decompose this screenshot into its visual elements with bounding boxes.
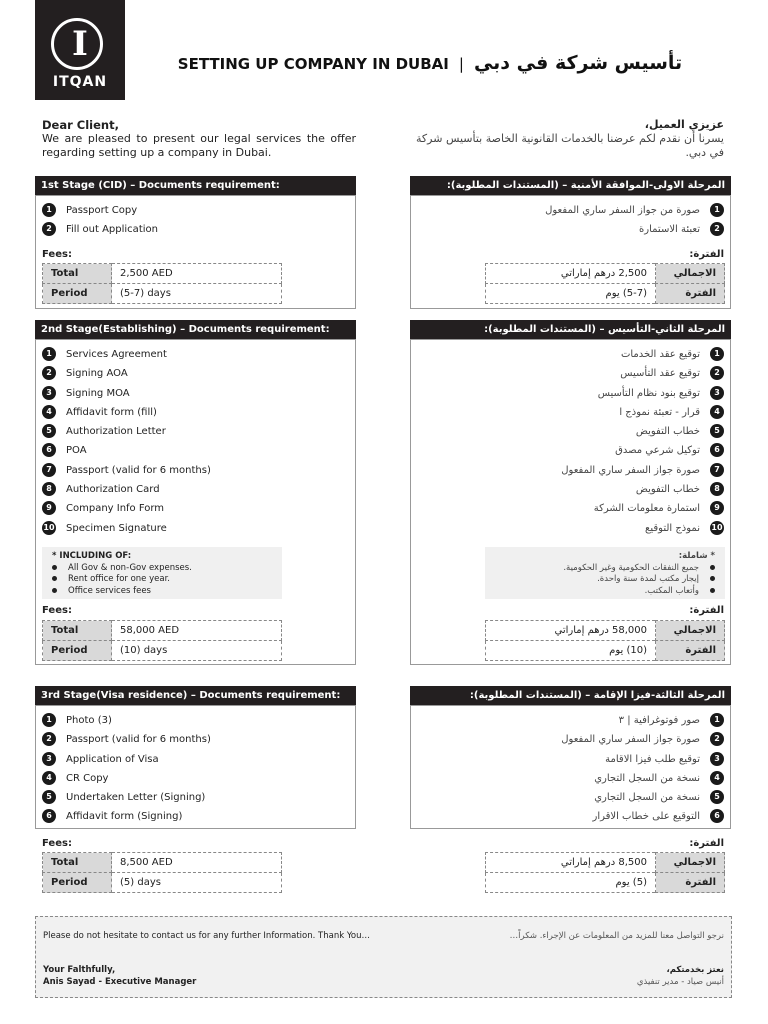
list-item: 7صورة جواز السفر ساري المفعول — [424, 461, 724, 480]
stage2-list-en — [42, 345, 342, 538]
page-title — [140, 52, 720, 74]
stage1-list-ar — [424, 201, 724, 240]
signature-closing-ar: نعتز بخدمتكم، — [666, 965, 724, 975]
including-item: جميع النفقات الحكومية وغير الحكومية. — [495, 563, 715, 575]
stage3-fees-table-en: Total 8,500 AED Period (5) days — [42, 852, 282, 893]
including-item: إيجار مكتب لمدة سنة واحدة. — [495, 574, 715, 586]
list-item: 2تعبئة الاستمارة — [424, 220, 724, 239]
stage3-fees-table-ar: الاجمالي 8,500 درهم إماراتي الفترة (5) يوم — [485, 852, 725, 893]
intro-ar — [410, 118, 724, 160]
list-item: 4قرار - تعبئة نموذج ا — [424, 403, 724, 422]
stage1-header-en: 1st Stage (CID) – Documents requirement: — [35, 176, 356, 195]
logo-letter: I — [72, 24, 88, 64]
title-en: SETTING UP COMPANY IN DUBAI — [177, 55, 449, 73]
intro-body-en: We are pleased to present our legal services the offer regarding setting up a company in Dubai. — [42, 132, 356, 159]
signature-name-en: Anis Sayad - Executive Manager — [43, 977, 197, 987]
including-item: Office services fees — [52, 586, 272, 598]
stage2-including-ar — [485, 547, 725, 599]
list-item: 9استمارة معلومات الشركة — [424, 499, 724, 518]
stage3-fees-label-en: Fees: — [42, 838, 72, 849]
stage3-list-en — [42, 711, 342, 827]
stage1-header-ar: المرحلة الاولى-الموافقة الأمنية – (المستندات المطلوبة): — [410, 176, 731, 195]
salutation-en: Dear Client, — [42, 118, 119, 132]
list-item: 8 Authorization Card — [42, 480, 342, 499]
list-item: 8خطاب التفويض — [424, 480, 724, 499]
including-item: وأتعاب المكتب. — [495, 586, 715, 598]
salutation-ar: عزيزي العميل، — [644, 118, 724, 131]
intro-en — [42, 118, 356, 160]
stage1-fees-table-ar: الاجمالي 2,500 درهم إماراتي الفترة (5-7) يوم — [485, 263, 725, 304]
stage3-header-ar: المرحلة الثالثة-فيزا الإقامة – (المستندات المطلوبة): — [410, 686, 731, 705]
signature-closing-en: Your Falthfully, — [43, 965, 116, 975]
list-item: 5خطاب التفويض — [424, 422, 724, 441]
footer-note-ar: نرجو التواصل معنا للمزيد من المعلومات عن الإجراء. شكراً… — [509, 931, 724, 941]
list-item: 9 Company Info Form — [42, 499, 342, 518]
list-item: 1صورة من جواز السفر ساري المفعول — [424, 201, 724, 220]
stage1-fees-label-en: Fees: — [42, 249, 72, 260]
list-item: 2 Fill out Application — [42, 220, 342, 239]
list-item: 6توكيل شرعي مصدق — [424, 441, 724, 460]
footer-box — [35, 916, 732, 998]
list-item: 1 Passport Copy — [42, 201, 342, 220]
title-ar: تأسيس شركة في دبي — [473, 52, 683, 74]
list-item: 2صورة جواز السفر ساري المفعول — [424, 730, 724, 749]
list-item: 7 Passport (valid for 6 months) — [42, 461, 342, 480]
stage2-including-en — [42, 547, 282, 599]
list-item: 1توقيع عقد الخدمات — [424, 345, 724, 364]
list-item: 4نسخة من السجل التجاري — [424, 769, 724, 788]
list-item: 10 Specimen Signature — [43, 522, 167, 534]
including-item: Rent office for one year. — [52, 574, 272, 586]
footer-note-en: Please do not hesitate to contact us for any further Information. Thank You… — [43, 931, 370, 941]
list-item: 3 Signing MOA — [42, 384, 342, 403]
stage1-fees-table-en: Total 2,500 AED Period (5-7) days — [42, 263, 282, 304]
logo-text: ITQAN — [52, 74, 108, 90]
list-item: 2 Passport (valid for 6 months) — [42, 730, 342, 749]
list-item: 4 CR Copy — [42, 769, 342, 788]
including-title-ar: * شاملة: — [678, 551, 715, 561]
list-item: 1صور فوتوغرافية | ٣ — [424, 711, 724, 730]
stage2-header-en: 2nd Stage(Establishing) – Documents requirement: — [35, 320, 356, 339]
list-item: 2توقيع عقد التأسيس — [424, 364, 724, 383]
stage2-list-ar — [424, 345, 724, 538]
stage2-fees-table-ar: الاجمالي 58,000 درهم إماراتي الفترة (10) يوم — [485, 620, 725, 661]
including-title-en: * INCLUDING OF: — [52, 551, 132, 561]
list-item: 6التوقيع على خطاب الاقرار — [424, 807, 724, 826]
list-item: 1 Services Agreement — [42, 345, 342, 364]
list-item: 2 Signing AOA — [42, 364, 342, 383]
stage1-list-en — [42, 201, 342, 240]
list-item: 3توقيع بنود نظام التأسيس — [424, 384, 724, 403]
intro-body-ar: يسرنا أن نقدم لكم عرضنا بالخدمات القانونية الخاصة بتأسيس شركة في دبي. — [416, 132, 724, 159]
list-item: 5 Authorization Letter — [42, 422, 342, 441]
stage1-fees-label-ar: الفترة: — [689, 249, 724, 260]
list-item: 5نسخة من السجل التجاري — [424, 788, 724, 807]
list-item: 6 POA — [42, 441, 342, 460]
stage3-fees-label-ar: الفترة: — [689, 838, 724, 849]
including-item: All Gov & non-Gov expenses. — [52, 563, 272, 575]
company-logo — [35, 0, 125, 100]
stage2-header-ar: المرحلة الثاني-التأسيس – (المستندات المطلوبة): — [410, 320, 731, 339]
list-item: 3 Application of Visa — [42, 750, 342, 769]
list-item: 6 Affidavit form (Signing) — [42, 807, 342, 826]
title-separator: | — [458, 55, 464, 73]
list-item: 10نموذج التوقيع — [645, 522, 723, 534]
list-item: 5 Undertaken Letter (Signing) — [42, 788, 342, 807]
list-item: 3توقيع طلب فيزا الاقامة — [424, 750, 724, 769]
list-item: 4 Affidavit form (fill) — [42, 403, 342, 422]
stage3-header-en: 3rd Stage(Visa residence) – Documents requirement: — [35, 686, 356, 705]
stage2-fees-table-en: Total 58,000 AED Period (10) days — [42, 620, 282, 661]
stage3-list-ar — [424, 711, 724, 827]
stage2-fees-label-en: Fees: — [42, 605, 72, 616]
signature-name-ar: أنيس صياد - مدير تنفيذي — [636, 977, 724, 987]
stage2-fees-label-ar: الفترة: — [689, 605, 724, 616]
list-item: 1 Photo (3) — [42, 711, 342, 730]
